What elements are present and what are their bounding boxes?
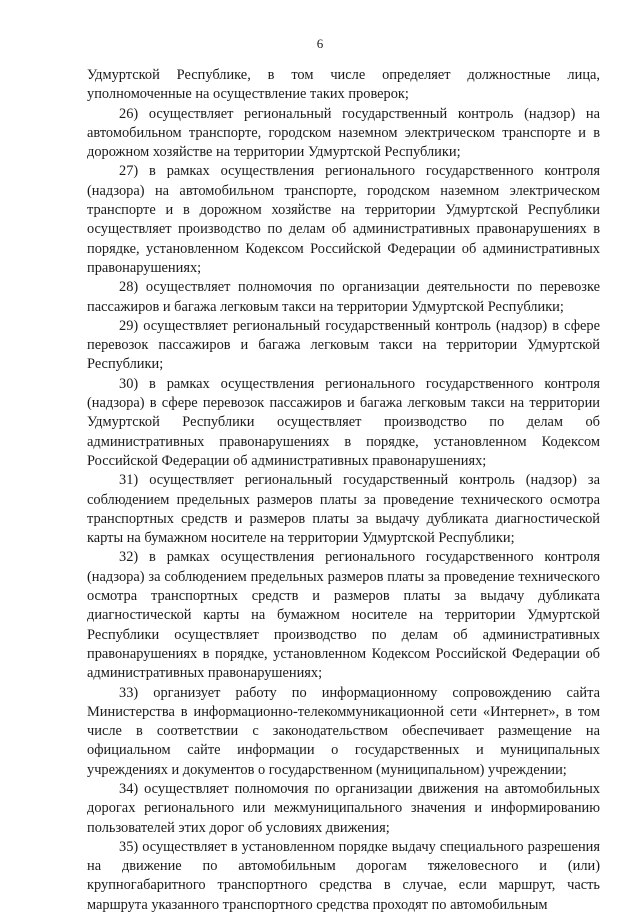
- paragraph-item-29: 29) осуществляет региональный государственный контроль (надзор) в сфере перевозок пассажиров и багажа легковым такси на территории Удмуртской Республики;: [87, 317, 600, 373]
- paragraph-item-33: 33) организует работу по информационному сопровождению сайта Министерства в информационно-телекоммуникационной сети «Интернет», в том числе в соответствии с законодательством обеспечивает размещение на официальном сайте информации о государственных и муниципальных учреждениях и документов о государственном (муниципальном) учреждении;: [87, 684, 600, 778]
- paragraph-item-34: 34) осуществляет полномочия по организации движения на автомобильных дорогах регионального или межмуниципального значения и информированию пользователей этих дорог об условиях движения;: [87, 780, 600, 836]
- paragraph-item-31: 31) осуществляет региональный государственный контроль (надзор) за соблюдением предельных размеров платы за проведение технического осмотра транспортных средств и размеров платы за выдачу дубликата диагностической карты на бумажном носителе на территории Удмуртской Республики;: [87, 472, 600, 547]
- paragraph-item-32: 32) в рамках осуществления регионального государственного контроля (надзора) за соблюдением предельных размеров платы за проведение технического осмотра транспортных средств и размеров платы за выдачу дубликата диагностической карты на бумажном носителе на территории Удмуртской Республики осуществляет производство по делам об административных правонарушениях в порядке, установленном Кодексом Российской Федерации об административных правонарушениях;: [87, 549, 600, 682]
- paragraph-item-30: 30) в рамках осуществления регионального государственного контроля (надзора) в сфере перевозок пассажиров и багажа легковым такси на территории Удмуртской Республики осуществляет производство по делам об административных правонарушениях в порядке, установленном Кодексом Российской Федерации об административных правонарушениях;: [87, 375, 600, 469]
- page-number: 6: [316, 36, 324, 51]
- paragraph-item-27: 27) в рамках осуществления регионального государственного контроля (надзора) на автомобильном транспорте, городском наземном электрическом транспорте и в дорожном хозяйстве на территории Удмуртской Республики осуществляет производство по делам об административных правонарушениях в порядке, установленном Кодексом Российской Федерации об административных правонарушениях;: [87, 163, 600, 276]
- paragraph-item-35: 35) осуществляет в установленном порядке выдачу специального разрешения на движение по автомобильным дорогам тяжеловесного и (или) крупногабаритного транспортного средства в случае, если маршрут, часть маршрута указанного транспортного средства проходят по автомобильным: [87, 838, 600, 913]
- document-body: [87, 66, 600, 915]
- paragraph-continuation: Удмуртской Республике, в том числе определяет должностные лица, уполномоченные на осуществление таких проверок;: [87, 67, 600, 103]
- paragraph-item-28: 28) осуществляет полномочия по организации деятельности по перевозке пассажиров и багажа легковым такси на территории Удмуртской Республики;: [87, 279, 600, 315]
- paragraph-item-26: 26) осуществляет региональный государственный контроль (надзор) на автомобильном транспорте, городском наземном электрическом транспорте и в дорожном хозяйстве на территории Удмуртской Республики;: [87, 105, 600, 161]
